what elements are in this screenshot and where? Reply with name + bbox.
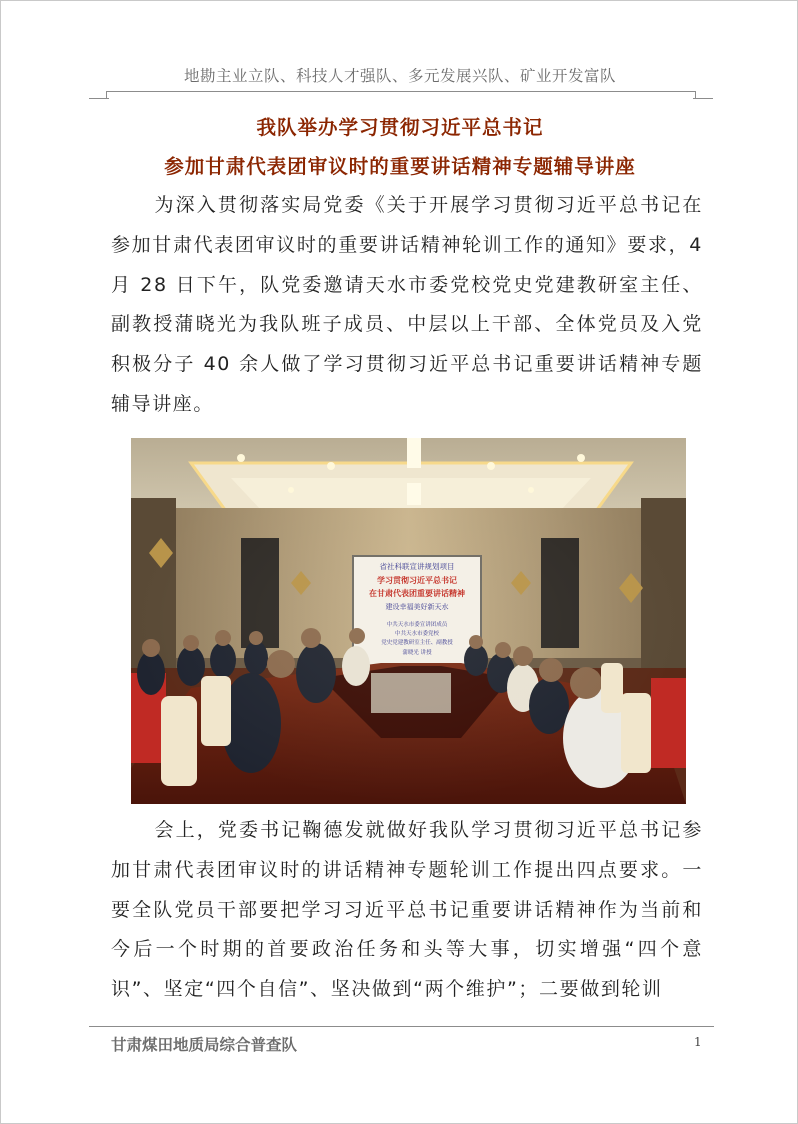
header-rule <box>106 91 696 92</box>
page-number: 1 <box>694 1035 702 1049</box>
header-rule-tick-right <box>695 91 696 99</box>
screen-text-2: 学习贯彻习近平总书记 <box>377 576 457 585</box>
paragraph-2-text: 会上，党委书记鞠德发就做好我队学习贯彻习近平总书记参加甘肃代表团审议时的讲话精神专题轮训工作提出四点要求。一要全队党员干部要把学习习近平总书记重要讲话精神作为当前和今后一个时期的首要政治任务和头等大事，切实增强“四个意识”、坚定“四个自信”、坚决做到“两个维护”；二要做到轮训 <box>111 819 703 1001</box>
paragraph-1-text: 为深入贯彻落实局党委《关于开展学习贯彻习近平总书记在参加甘肃代表团审议时的重要讲话精神轮训工作的通知》要求，4 月 28 日下午，队党委邀请天水市委党校党史党建教研室主任、副教授蒲晓光为我队班子成员、中层以上干部、全体党员及入党积极分子 40 余人做了学习贯彻习近平总书记重要讲话精神专题辅导讲座。 <box>111 194 703 415</box>
footer-organization: 甘肃煤田地质局综合普查队 <box>111 1036 298 1054</box>
article-title-line2: 参加甘肃代表团审议时的重要讲话精神专题辅导讲座 <box>164 155 636 178</box>
header-rule-tick-left <box>106 91 107 99</box>
screen-text-1: 省社科联宣讲规划项目 <box>379 562 455 571</box>
article-paragraph-1 <box>111 186 703 425</box>
screen-text-4: 建设幸福美好新天水 <box>385 603 449 611</box>
footer-rule <box>89 1026 714 1027</box>
screen-text-7: 党史党建教研室主任、副教授 <box>381 640 453 646</box>
screen-text-3: 在甘肃代表团重要讲话精神 <box>369 589 465 598</box>
header-slogan: 地勘主业立队、科技人才强队、多元发展兴队、矿业开发富队 <box>183 67 616 85</box>
screen-text-6: 中共天水市委党校 <box>394 631 440 637</box>
meeting-photo <box>131 438 686 804</box>
header-rule-right <box>693 98 713 99</box>
meeting-photo-drawing <box>131 438 686 804</box>
article-title-line1: 我队举办学习贯彻习近平总书记 <box>256 116 544 139</box>
article-paragraph-2 <box>111 811 703 1010</box>
screen-text-5: 中共天水市委宣讲团成员 <box>386 622 448 628</box>
screen-text-8: 蒲晓光 讲授 <box>402 650 432 656</box>
